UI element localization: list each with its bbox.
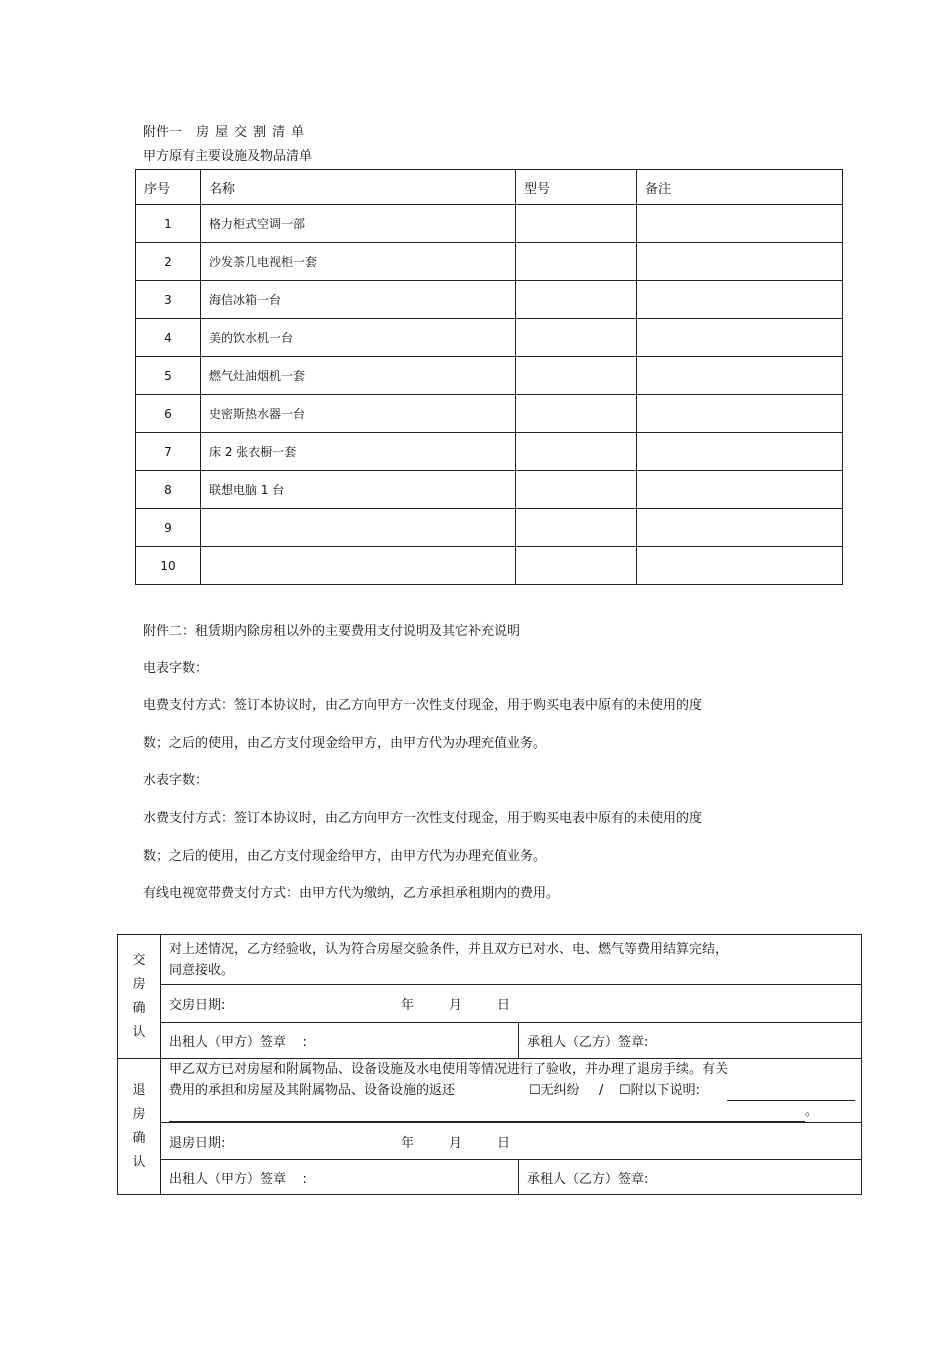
checkin-year: 年 xyxy=(401,998,415,1013)
checkout-date-row xyxy=(118,1123,862,1160)
row-no: 9 xyxy=(136,509,201,547)
confirmation-table xyxy=(117,934,862,1195)
row-no: 4 xyxy=(136,319,201,357)
row-name: 格力柜式空调一部 xyxy=(201,205,516,243)
row-model xyxy=(516,281,637,319)
checkin-day: 日 xyxy=(497,998,511,1013)
water-reading: 水表字数： xyxy=(143,773,209,788)
row-no: 1 xyxy=(136,205,201,243)
checkin-side-label: 交 房 确 认 xyxy=(118,935,161,1059)
row-name: 美的饮水机一台 xyxy=(201,319,516,357)
checkout-text-2: 费用的承担和房屋及其附属物品、设备设施的返还 xyxy=(169,1083,456,1098)
checkout-date-label: 退房日期: xyxy=(169,1135,226,1151)
appendix2-title: 附件二：租赁期内除房租以外的主要费用支付说明及其它补充说明 xyxy=(143,624,521,639)
header-model: 型号 xyxy=(516,170,637,205)
checkout-day: 日 xyxy=(497,1135,511,1151)
water-payment-line1: 水费支付方式：签订本协议时，由乙方向甲方一次性支付现金，用于购买电表中原有的未使用的度 xyxy=(143,811,703,826)
checkout-statement: 甲乙双方已对房屋和附属物品、设备设施及水电使用等情况进行了验收，并办理了退房手续。有关 费用的承担和房屋及其附属物品、设备设施的返还 ☐无纠纷 / ☐附以下说明: 。 xyxy=(161,1059,862,1123)
table-row xyxy=(136,243,843,281)
row-name: 海信冰箱一台 xyxy=(201,281,516,319)
checkout-note-underline[interactable] xyxy=(727,1086,855,1101)
row-model xyxy=(516,319,637,357)
checkout-text-row xyxy=(118,1059,862,1123)
table-row xyxy=(136,357,843,395)
row-model xyxy=(516,547,637,585)
checkin-statement: 对上述情况，乙方经验收，认为符合房屋交验条件，并且双方已对水、电、燃气等费用结算完结， 同意接收。 xyxy=(161,935,862,985)
row-model xyxy=(516,509,637,547)
row-note xyxy=(637,205,843,243)
table-row xyxy=(136,395,843,433)
row-note xyxy=(637,319,843,357)
appendix1-subtitle: 甲方原有主要设施及物品清单 xyxy=(143,149,313,164)
row-note xyxy=(637,357,843,395)
checkout-end-mark: 。 xyxy=(805,1104,819,1119)
header-name: 名称 xyxy=(201,170,516,205)
table-row xyxy=(136,547,843,585)
checkout-side-label: 退 房 确 认 xyxy=(118,1059,161,1195)
row-model xyxy=(516,395,637,433)
cable-payment: 有线电视宽带费支付方式：由甲方代为缴纳，乙方承担承租期内的费用。 xyxy=(143,886,560,901)
checkout-option-note[interactable]: ☐附以下说明: xyxy=(619,1083,701,1098)
row-note xyxy=(637,547,843,585)
checkout-note-line[interactable] xyxy=(169,1107,805,1122)
row-note xyxy=(637,243,843,281)
table-row xyxy=(136,509,843,547)
row-name xyxy=(201,509,516,547)
row-name: 燃气灶油烟机一套 xyxy=(201,357,516,395)
table-row xyxy=(136,205,843,243)
table-row xyxy=(136,433,843,471)
electric-payment-line1: 电费支付方式：签订本协议时，由乙方向甲方一次性支付现金，用于购买电表中原有的未使用的度 xyxy=(143,698,703,713)
checkin-text-row xyxy=(118,935,862,985)
row-name xyxy=(201,547,516,585)
items-table xyxy=(135,169,843,585)
checkout-date-cell xyxy=(161,1123,862,1160)
water-payment-line2: 数；之后的使用，由乙方支付现金给甲方，由甲方代为办理充值业务。 xyxy=(143,849,547,864)
row-note xyxy=(637,509,843,547)
row-name: 沙发茶几电视柜一套 xyxy=(201,243,516,281)
header-note: 备注 xyxy=(637,170,843,205)
checkout-month: 月 xyxy=(449,1135,463,1151)
row-name: 联想电脑 1 台 xyxy=(201,471,516,509)
row-model xyxy=(516,471,637,509)
row-model xyxy=(516,243,637,281)
table-row xyxy=(136,281,843,319)
checkin-date-row xyxy=(118,985,862,1023)
electric-reading: 电表字数： xyxy=(143,661,209,676)
checkout-sign-row xyxy=(118,1160,862,1195)
checkin-sign-row xyxy=(118,1023,862,1059)
row-no: 7 xyxy=(136,433,201,471)
row-model xyxy=(516,357,637,395)
checkout-tenant-sign[interactable]: 承租人（乙方）签章: xyxy=(519,1160,862,1195)
row-note xyxy=(637,281,843,319)
checkout-year: 年 xyxy=(401,1135,415,1151)
table-row xyxy=(136,471,843,509)
checkin-month: 月 xyxy=(449,998,463,1013)
checkin-tenant-sign[interactable]: 承租人（乙方）签章: xyxy=(519,1023,862,1059)
header-no: 序号 xyxy=(136,170,201,205)
row-no: 6 xyxy=(136,395,201,433)
checkout-option-none[interactable]: ☐无纠纷 xyxy=(529,1083,580,1098)
table-header-row xyxy=(136,170,843,205)
row-no: 8 xyxy=(136,471,201,509)
row-model xyxy=(516,205,637,243)
row-model xyxy=(516,433,637,471)
checkout-slash: / xyxy=(599,1083,604,1098)
checkin-date-cell xyxy=(161,985,862,1023)
checkout-landlord-sign[interactable]: 出租人（甲方）签章 : xyxy=(161,1160,519,1195)
row-no: 2 xyxy=(136,243,201,281)
appendix1-title: 附件一 xyxy=(143,125,183,140)
row-note xyxy=(637,395,843,433)
row-no: 10 xyxy=(136,547,201,585)
appendix1-title-spaced: 房屋交割清单 xyxy=(196,125,311,140)
row-note xyxy=(637,433,843,471)
table-row xyxy=(136,319,843,357)
appendix1-heading xyxy=(143,121,310,140)
row-no: 5 xyxy=(136,357,201,395)
row-note xyxy=(637,471,843,509)
checkin-date-label: 交房日期: xyxy=(169,998,226,1013)
electric-payment-line2: 数；之后的使用，由乙方支付现金给甲方，由甲方代为办理充值业务。 xyxy=(143,736,547,751)
row-name: 史密斯热水器一台 xyxy=(201,395,516,433)
row-name: 床 2 张衣橱一套 xyxy=(201,433,516,471)
row-no: 3 xyxy=(136,281,201,319)
checkin-landlord-sign[interactable]: 出租人（甲方）签章 : xyxy=(161,1023,519,1059)
